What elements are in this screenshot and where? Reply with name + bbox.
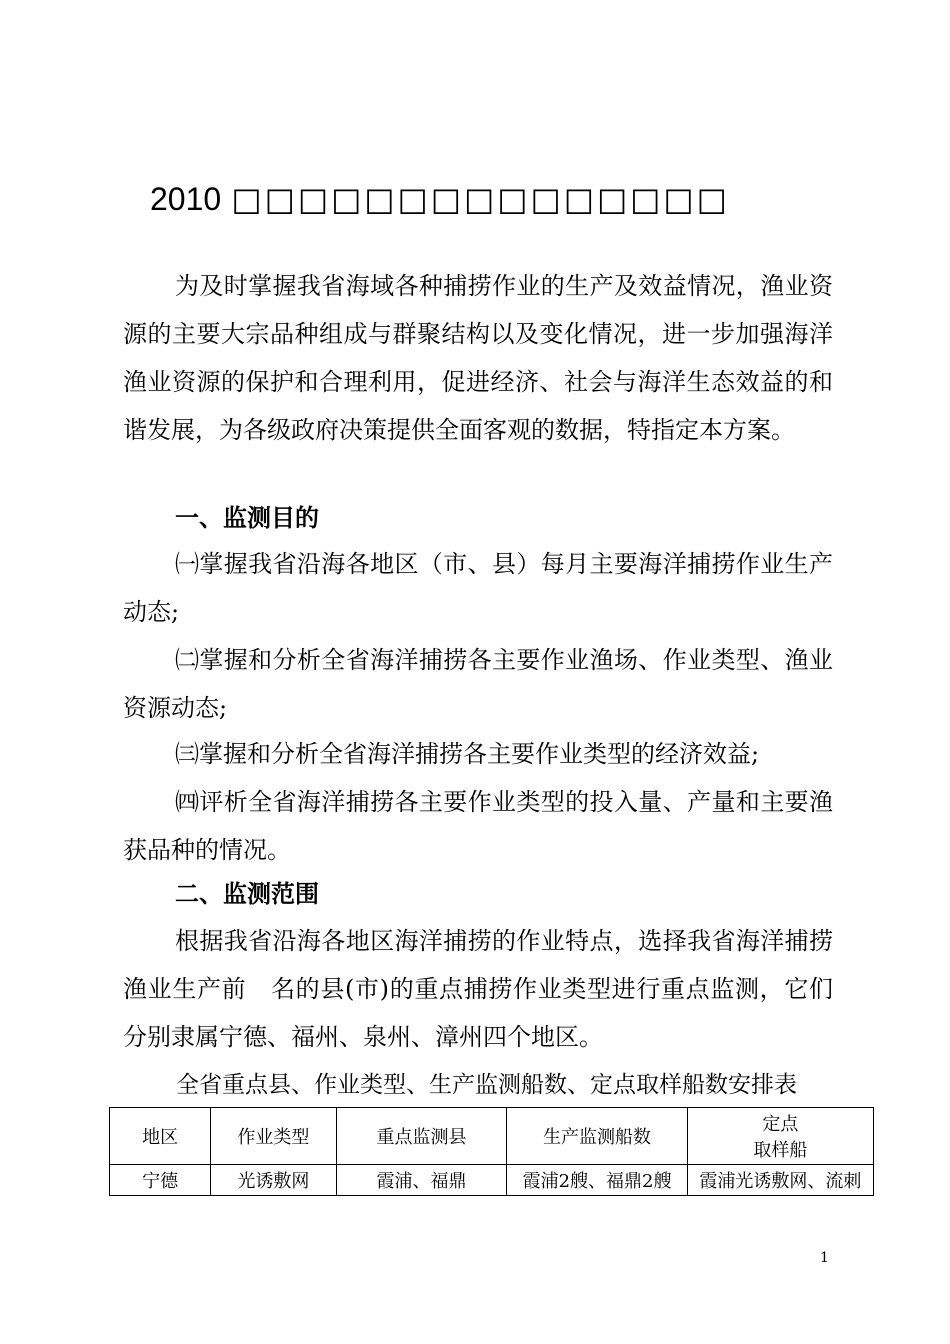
table-cell: 宁德 [110,1165,211,1196]
objective-item-3: ㈢掌握和分析全省海洋捕捞各主要作业类型的经济效益; [175,740,760,768]
table-cell: 霞浦2艘、福鼎2艘 [507,1165,687,1196]
table-caption: 全省重点县、作业类型、生产监测船数、定点取样船数安排表 [176,1072,797,1098]
header-cell-region: 地区 [110,1108,211,1165]
title-rest: □□□□□□□□□□□□□□□ [231,180,730,218]
header-cell-sample-vessel [687,1108,873,1165]
objective-item-4: ㈣评析全省海洋捕捞各主要作业类型的投入量、产量和主要渔获品种的情况。 [123,788,833,864]
title-year: 2010 [150,181,222,217]
scope-paragraph: 根据我省沿海各地区海洋捕捞的作业特点，选择我省海洋捕捞渔业生产前 名的县(市)的重点捕捞作业类型进行重点监测，它们分别隶属宁德、福州、泉州、漳州四个地区。 [123,927,833,1051]
header-cell-sample-vessel-line2: 取样船 [753,1140,808,1161]
table-cell: 霞浦、福鼎 [336,1165,507,1196]
intro-paragraph: 为及时掌握我省海域各种捕捞作业的生产及效益情况，渔业资源的主要大宗品种组成与群聚结构以及变化情况，进一步加强海洋渔业资源的保护和合理利用，促进经济、社会与海洋生态效益的和谐发展，为各级政府决策提供全面客观的数据，特指定本方案。 [123,272,833,444]
document-title [150,180,730,218]
objective-item-2: ㈡掌握和分析全省海洋捕捞各主要作业渔场、作业类型、渔业资源动态; [123,646,833,722]
table-row [110,1165,874,1196]
table-cell: 霞浦光诱敷网、流刺 [687,1165,873,1196]
table-header-row [110,1108,874,1165]
header-cell-vessel-count: 生产监测船数 [507,1108,687,1165]
header-cell-key-county: 重点监测县 [336,1108,507,1165]
monitoring-plan-table [109,1107,874,1196]
table-cell: 光诱敷网 [211,1165,336,1196]
section2-heading: 二、监测范围 [175,880,319,908]
header-cell-operation-type: 作业类型 [211,1108,336,1165]
header-cell-sample-vessel-line1: 定点 [762,1114,799,1135]
objective-item-1: ㈠掌握我省沿海各地区（市、县）每月主要海洋捕捞作业生产动态; [123,550,833,626]
section1-heading: 一、监测目的 [175,504,319,532]
page-number: 1 [820,1250,829,1266]
